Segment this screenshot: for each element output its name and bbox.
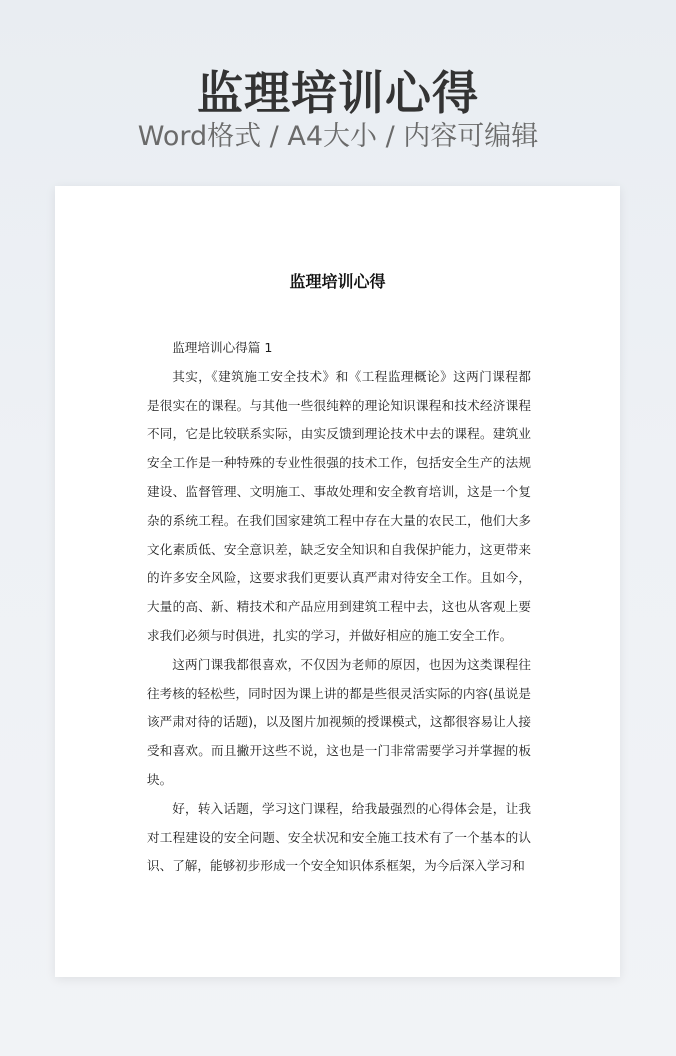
banner-title: 监理培训心得 (197, 66, 479, 120)
section-heading: 监理培训心得篇 1 (172, 340, 273, 355)
document-title: 监理培训心得 (289, 272, 386, 291)
paragraph: 好，转入话题，学习这门课程，给我最强烈的心得体会是，让我对工程建设的安全问题、安全状况和安全施工技术有了一个基本的认识、了解，能够初步形成一个安全知识体系框架，为今后深入学习和 (147, 800, 531, 874)
banner-subtitle: Word格式 / A4大小 / 内容可编辑 (137, 121, 539, 152)
paragraph: 这两门课我都很喜欢，不仅因为老师的原因，也因为这类课程往往考核的轻松些，同时因为课上讲的都是些很灵活实际的内容(虽说是该严肃对待的话题)，以及图片加视频的授课模式，这都很容易让人接受和喜欢。而且撇开这些不说，这也是一门非常需要学习并掌握的板块。 (147, 656, 531, 787)
paragraph: 其实，《建筑施工安全技术》和《工程监理概论》这两门课程都是很实在的课程。与其他一些很纯粹的理论知识课程和技术经济课程不同，它是比较联系实际，由实反馈到理论技术中去的课程。建筑业安全工作是一种特殊的专业性很强的技术工作，包括安全生产的法规建设、监督管理、文明施工、事故处理和安全教育培训，这是一个复杂的系统工程。在我们国家建筑工程中存在大量的农民工，他们大多文化素质低、安全意识差，缺乏安全知识和自我保护能力，这更带来的许多安全风险，这要求我们更要认真严肃对待安全工作。且如今，大量的高、新、精技术和产品应用到建筑工程中去，这也从客观上要求我们必须与时俱进，扎实的学习，并做好相应的施工安全工作。 (147, 368, 531, 643)
document-body (147, 334, 531, 881)
document-page (55, 186, 620, 977)
